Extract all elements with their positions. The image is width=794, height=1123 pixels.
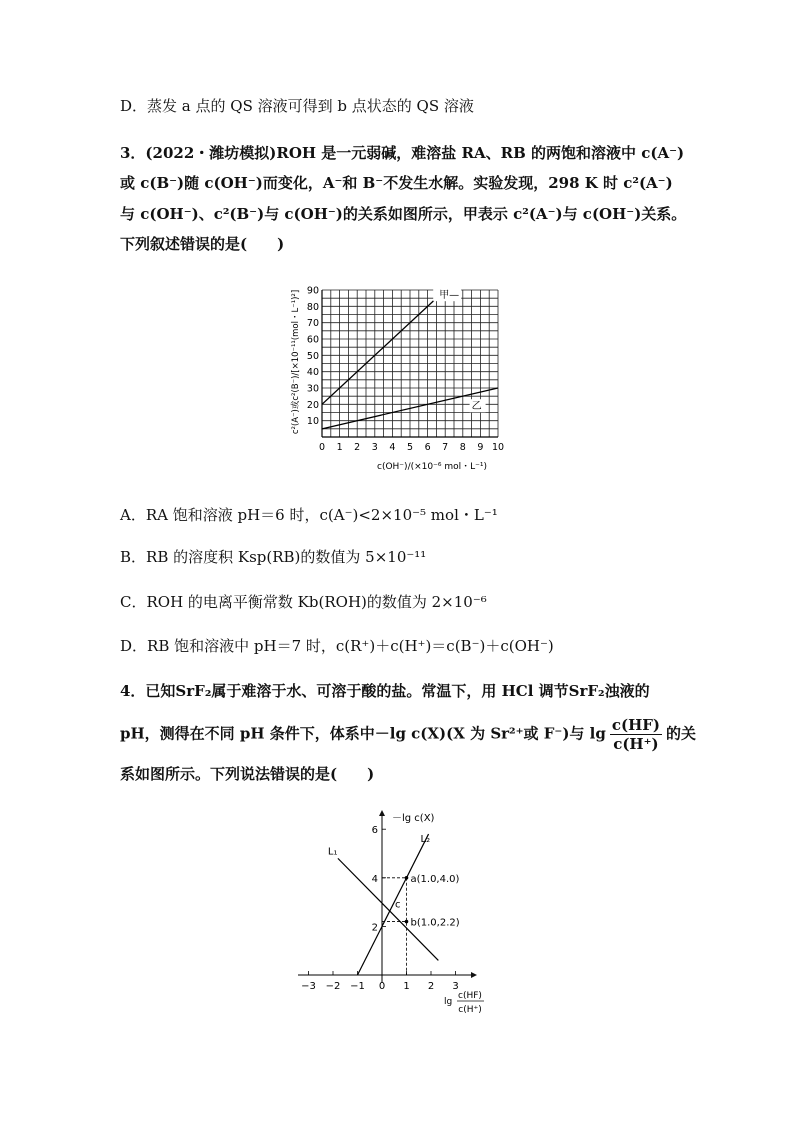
q4-stem-line3: 系如图所示。下列说法错误的是( ) — [120, 765, 375, 783]
q3-y-tick-label: 30 — [306, 383, 319, 395]
q3-option-d: D．RB 饱和溶液中 pH＝7 时，c(R⁺)＋c(H⁺)＝c(B⁻)＋c(OH⁻) — [120, 637, 554, 655]
q3-stem-line2: 或 c(B⁻)随 c(OH⁻)而变化，A⁻和 B⁻不发生水解。实验发现，298 K 时 c²(A⁻) — [120, 174, 673, 192]
q3-series-label-yi: 乙 — [471, 401, 482, 413]
q3-x-tick-label: 0 — [318, 442, 326, 453]
q4-point-a-label: a(1.0,4.0) — [410, 873, 460, 885]
q3-x-tick-label: 5 — [406, 442, 414, 453]
q3-y-tick-label: 50 — [306, 350, 319, 362]
q4-y-tick-label: 6 — [371, 825, 378, 837]
q4-x-tick-label: 3 — [452, 981, 459, 992]
q4-stem-line1: 4．已知SrF₂属于难溶于水、可溶于酸的盐。常温下，用 HCl 调节SrF₂浊液的 — [120, 682, 650, 700]
q4-point-c-label: c — [395, 899, 401, 911]
q4-stem-line2b: 的关 — [666, 724, 697, 743]
q4-chart-xlabel-prefix: lg — [444, 997, 453, 1007]
q4-x-tick-label: −1 — [350, 981, 365, 992]
q3-x-tick-label: 6 — [424, 442, 431, 453]
q4-x-tick-label: −3 — [301, 981, 316, 992]
q4-chart-series — [328, 834, 438, 975]
q3-y-tick-label: 70 — [306, 318, 319, 330]
q4-x-tick-label: 2 — [427, 981, 435, 992]
q3-y-tick-label: 90 — [306, 285, 319, 297]
q4-x-tick-label: 0 — [378, 981, 386, 992]
q4-stem-line2a: pH，测得在不同 pH 条件下，体系中－lg c(X)(X 为 Sr²⁺或 F⁻)与 lg — [120, 724, 606, 743]
q4-chart-xlabel-num: c(HF) — [458, 991, 482, 1001]
q3-y-tick-label: 40 — [306, 367, 319, 379]
q3-option-c: C．ROH 的电离平衡常数 Kb(ROH)的数值为 2×10⁻⁶ — [120, 593, 487, 611]
q3-y-tick-label: 80 — [306, 301, 319, 313]
q4-x-tick-label: −2 — [325, 981, 341, 992]
q3-y-tick-label: 20 — [306, 399, 319, 411]
q3-x-tick-label: 7 — [442, 442, 449, 453]
q4-chart-xlabel-den: c(H⁺) — [458, 1005, 482, 1015]
q3-stem-line4: 下列叙述错误的是( ) — [120, 235, 285, 253]
q4-point-a — [405, 876, 409, 880]
q3-option-b: B．RB 的溶度积 Ksp(RB)的数值为 5×10⁻¹¹ — [120, 548, 427, 566]
q4-frac-denominator: c(H⁺) — [613, 735, 659, 753]
q3-x-tick-label: 8 — [459, 442, 466, 453]
q3-x-tick-label: 1 — [336, 442, 343, 453]
q3-x-tick-label: 4 — [389, 442, 396, 453]
q4-point-b-label: b(1.0,2.2) — [410, 917, 460, 929]
q3-series-label-jia: 甲— — [439, 290, 460, 302]
q4-series-label-L2: L₂ — [420, 834, 431, 846]
q3-stem-line1: 3．(2022・潍坊模拟)ROH 是一元弱碱，难溶盐 RA、RB 的两饱和溶液中 c(A⁻) — [120, 144, 685, 162]
q3-y-tick-label: 60 — [306, 334, 319, 346]
q4-point-b — [405, 920, 409, 924]
q4-chart-ylabel: －lg c(X) — [392, 813, 435, 824]
q2-option-d: D．蒸发 a 点的 QS 溶液可得到 b 点状态的 QS 溶液 — [120, 97, 474, 115]
q4-x-tick-label: 1 — [403, 981, 410, 992]
q4-chart-ticks — [301, 825, 459, 992]
q3-x-tick-label: 10 — [491, 442, 505, 453]
q3-chart-xlabel: c(OH⁻)/(×10⁻⁶ mol・L⁻¹) — [377, 462, 487, 472]
q3-option-a: A．RA 饱和溶液 pH＝6 时，c(A⁻)<2×10⁻⁵ mol・L⁻¹ — [120, 506, 498, 524]
q3-x-tick-label: 9 — [477, 442, 484, 453]
q3-stem-line3: 与 c(OH⁻)、c²(B⁻)与 c(OH⁻)的关系如图所示，甲表示 c²(A⁻)与 c(OH⁻)关系。 — [120, 205, 687, 223]
q3-y-tick-label: 10 — [306, 416, 319, 428]
q4-series-label-L1: L₁ — [327, 846, 338, 858]
q3-x-tick-label: 2 — [354, 442, 361, 453]
q3-x-tick-label: 3 — [371, 442, 378, 453]
q4-chart-axes — [298, 812, 475, 983]
q4-y-tick-label: 4 — [371, 873, 378, 885]
q4-frac-numerator: c(HF) — [611, 716, 660, 734]
q4-series-line-2 — [358, 834, 429, 975]
q3-chart-ylabel: c²(A⁻)或c²(B⁻)/[×10⁻¹¹(mol・L⁻¹)²] — [291, 289, 301, 435]
q4-y-tick-label: 2 — [371, 922, 378, 934]
